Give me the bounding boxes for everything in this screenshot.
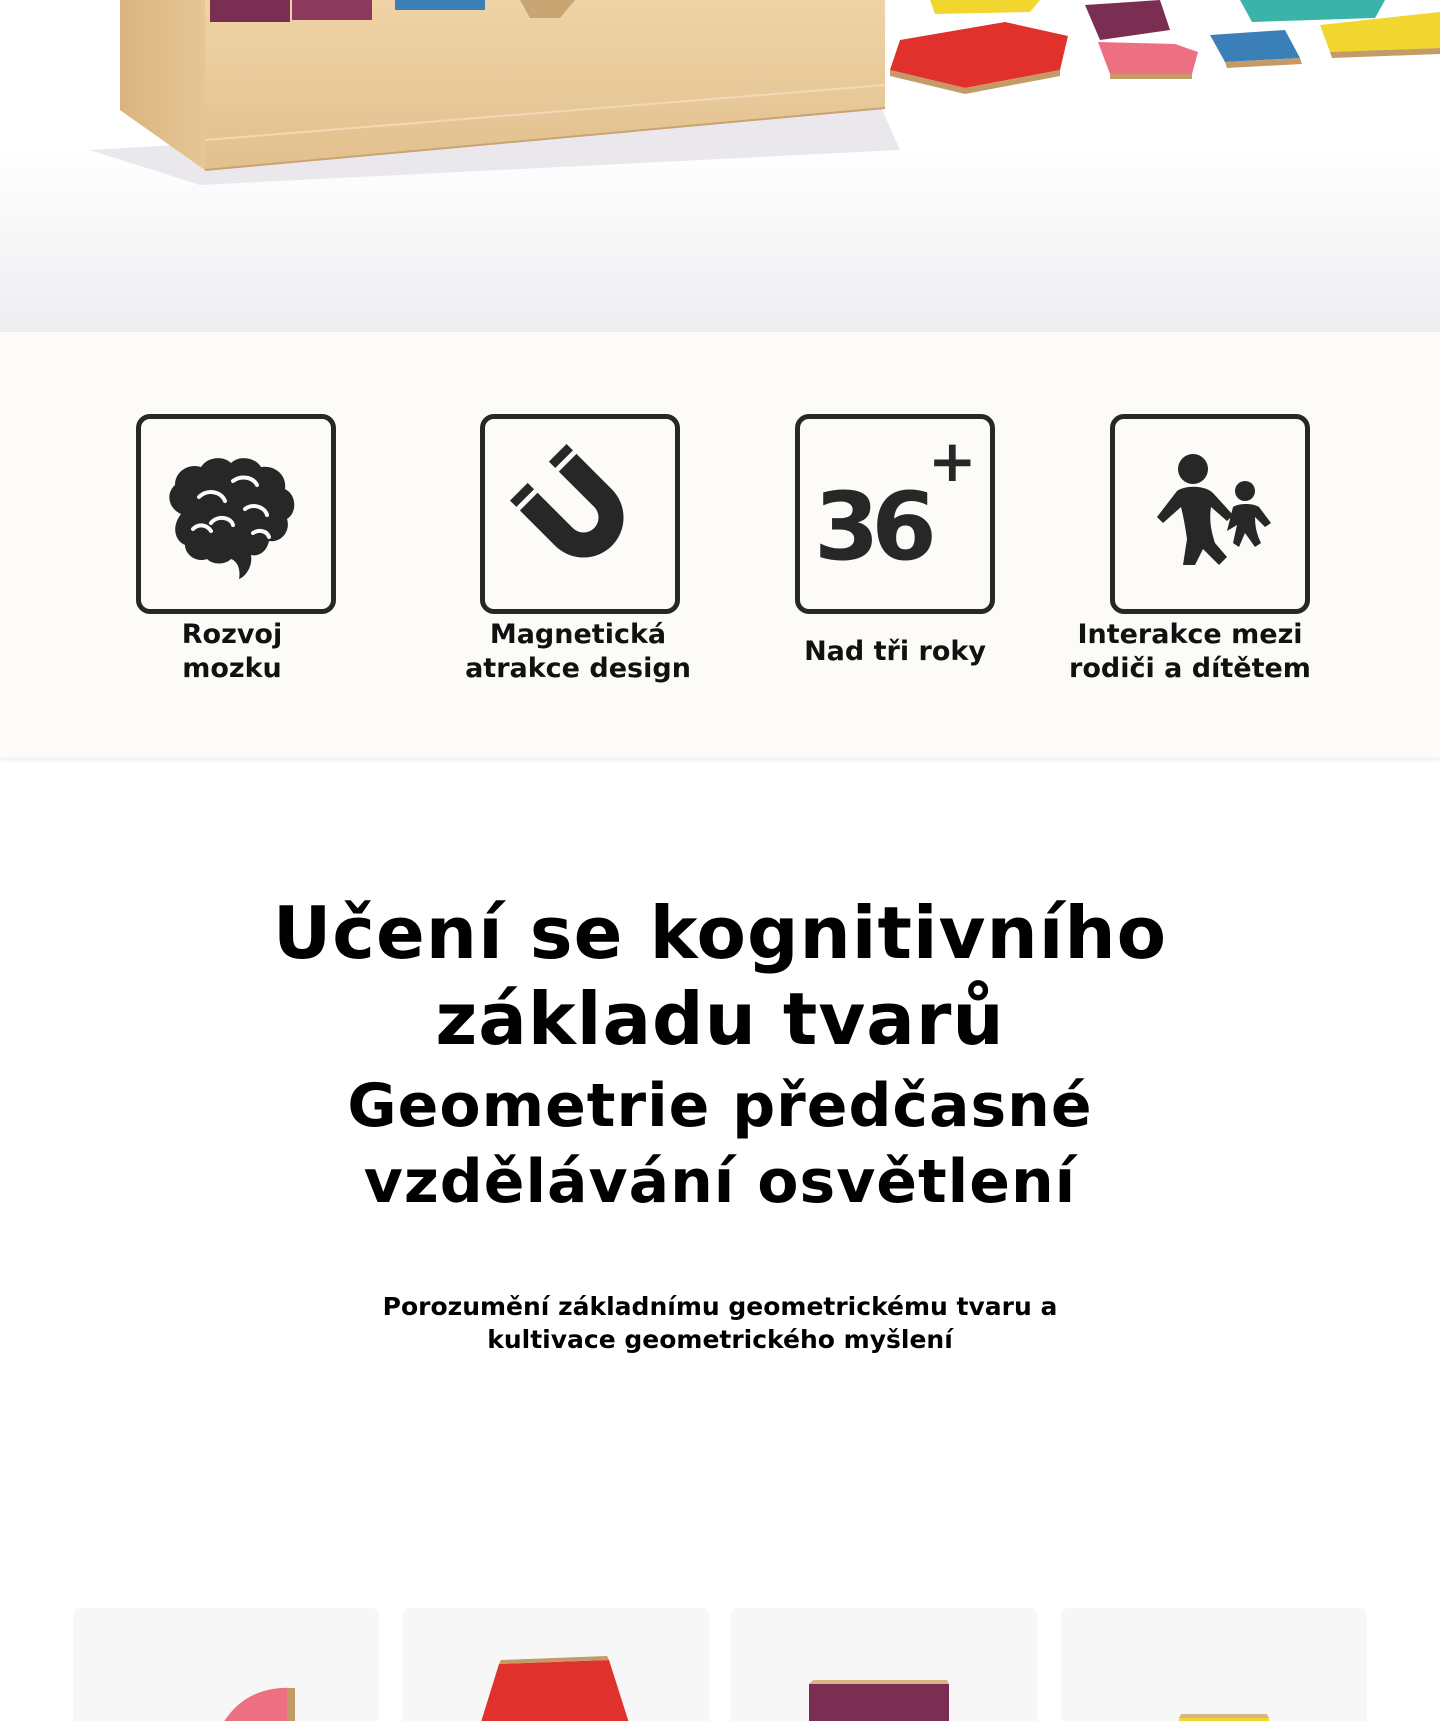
feature-strip	[0, 332, 1440, 758]
page-subheadline: Geometrie předčasné vzdělávání osvětlení	[347, 1071, 1093, 1217]
age-36-plus-icon	[795, 414, 995, 614]
svg-text:+: +	[928, 427, 977, 495]
hero-product-image	[0, 0, 1440, 332]
feature-label-magnet: Magnetická atrakce design	[465, 619, 691, 684]
feature-label-age: Nad tři roky	[804, 636, 986, 667]
shape-card-purple-square	[731, 1608, 1037, 1721]
shape-card-pink-quarter-circle	[73, 1608, 379, 1721]
shape-card-yellow-rectangle	[1061, 1608, 1367, 1721]
svg-text:36: 36	[814, 473, 929, 582]
brain-icon	[136, 414, 336, 614]
magnet-icon	[480, 414, 680, 614]
feature-label-parent-child: Interakce mezi rodiči a dítětem	[1069, 619, 1311, 684]
parent-child-icon	[1110, 414, 1310, 614]
wooden-tray-with-shapes-image	[0, 0, 1440, 332]
feature-label-brain: Rozvoj mozku	[181, 619, 283, 684]
shape-card-red-hexagon	[403, 1608, 709, 1721]
page-headline: Učení se kognitivního základu tvarů	[272, 891, 1168, 1061]
page-description: Porozumění základnímu geometrickému tvaru a kultivace geometrického myšlení	[382, 1292, 1058, 1354]
